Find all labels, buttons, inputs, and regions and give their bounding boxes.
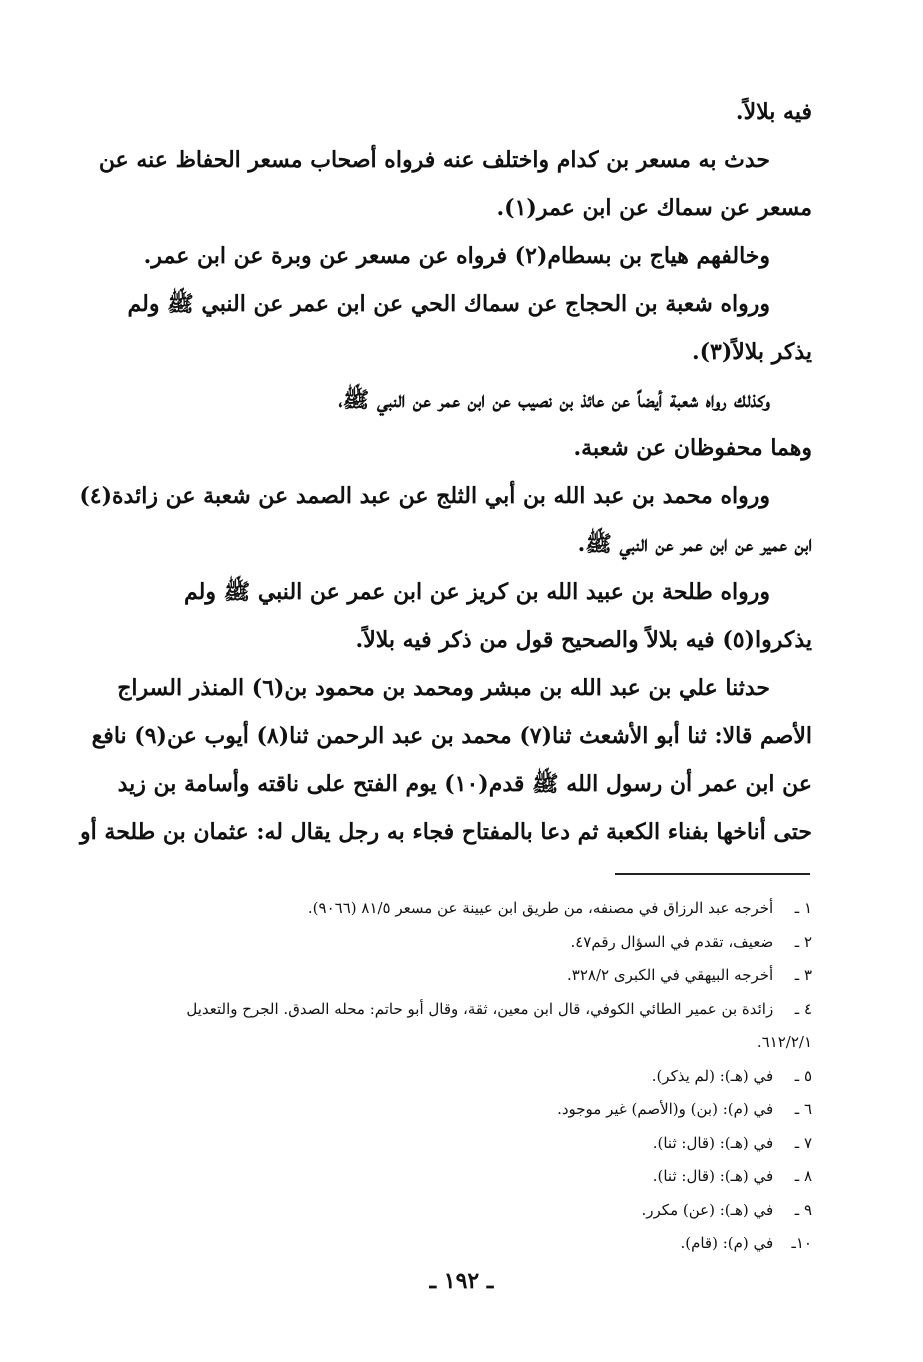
footnote-item bbox=[98, 959, 812, 993]
footnote-number: ٦ ـ bbox=[794, 1100, 812, 1118]
footnote-item bbox=[98, 1160, 812, 1194]
text-line: حتى أناخها بفناء الكعبة ثم دعا بالمفتاح فجاء به رجل يقال له: عثمان بن طلحة أو bbox=[80, 819, 812, 845]
footnote-number: ٣ ـ bbox=[794, 966, 812, 984]
text-line: عن ابن عمر أن رسول الله ﷺ قدم(١٠) يوم الفتح على ناقته وأسامة بن زيد bbox=[117, 771, 812, 797]
text-line: فيه بلالاً. bbox=[735, 99, 812, 125]
footnote-text: في (هـ): (قال: ثنا). bbox=[652, 1133, 774, 1152]
page-number: ـ ١٩٢ ـ bbox=[429, 1268, 494, 1294]
footnote-item bbox=[98, 926, 812, 960]
footnote-number: ١ ـ bbox=[794, 899, 812, 917]
footnote-number: ٨ ـ bbox=[794, 1167, 812, 1185]
text-line: ابن عمير عن ابن عمر عن النبي ﷺ. bbox=[577, 531, 812, 557]
footnote-number: ٧ ـ bbox=[794, 1133, 812, 1152]
footnote-text: في (هـ): (عن) مكرر. bbox=[641, 1200, 774, 1219]
text-line: مسعر عن سماك عن ابن عمر(١). bbox=[496, 195, 812, 221]
text-line: وكذلك رواه شعبة أيضاً عن عائذ بن نصيب عن ابن عمر عن النبي ﷺ، bbox=[338, 387, 770, 413]
footnote-separator bbox=[615, 873, 810, 875]
footnote-text: أخرجه عبد الرزاق في مصنفه، من طريق ابن عيينة عن مسعر ٨١/٥ (٩٠٦٦). bbox=[307, 899, 774, 917]
text-line: الأصم قالا: ثنا أبو الأشعث ثنا(٧) محمد بن عبد الرحمن ثنا(٨) أيوب عن(٩) نافع bbox=[91, 723, 812, 749]
text-line: وهما محفوظان عن شعبة. bbox=[573, 435, 812, 461]
footnote-number: ٤ ـ bbox=[794, 999, 812, 1018]
footnote-text: في (م): (قام). bbox=[680, 1234, 774, 1252]
footnote-number: ٥ ـ bbox=[794, 1066, 812, 1085]
text-line: وخالفهم هياج بن بسطام(٢) فرواه عن مسعر عن وبرة عن ابن عمر. bbox=[143, 243, 770, 269]
text-line: ورواه محمد بن عبد الله بن أبي الثلج عن عبد الصمد عن شعبة عن زائدة(٤) bbox=[79, 483, 770, 509]
footnote-number: ١٠ـ bbox=[791, 1234, 812, 1252]
footnote-number: ٢ ـ bbox=[794, 932, 812, 951]
footnote-text: ضعيف، تقدم في السؤال رقم٤٧. bbox=[570, 932, 774, 951]
footnote-item bbox=[98, 1093, 812, 1127]
text-line: يذكروا(٥) فيه بلالاً والصحيح قول من ذكر فيه بلالاً. bbox=[355, 627, 812, 653]
footnote-item bbox=[98, 993, 812, 1027]
text-line: حدثنا علي بن عبد الله بن مبشر ومحمد بن محمود بن(٦) المنذر السراج bbox=[117, 675, 770, 701]
footnote-text: في (هـ): (لم يذكر). bbox=[651, 1066, 774, 1085]
footnote-text: أخرجه البيهقي في الكبرى ٣٢٨/٢. bbox=[567, 966, 774, 984]
footnote-text: زائدة بن عمير الطائي الكوفي، قال ابن معين، ثقة، وقال أبو حاتم: محله الصدق. الجرح والتعديل bbox=[186, 999, 774, 1018]
footnote-item bbox=[98, 1227, 812, 1261]
text-line: ورواه شعبة بن الحجاج عن سماك الحي عن ابن عمر عن النبي ﷺ ولم bbox=[127, 291, 770, 317]
main-text-body bbox=[79, 88, 812, 856]
text-line: ورواه طلحة بن عبيد الله بن كريز عن ابن عمر عن النبي ﷺ ولم bbox=[183, 579, 770, 605]
footnote-text: في (م): (بن) و(الأصم) غير موجود. bbox=[557, 1100, 774, 1118]
text-line: حدث به مسعر بن كدام واختلف عنه فرواه أصحاب مسعر الحفاظ عنه عن bbox=[98, 147, 770, 173]
footnote-item bbox=[98, 1194, 812, 1228]
footnote-text: في (هـ): (قال: ثنا). bbox=[652, 1167, 774, 1185]
footnote-item bbox=[98, 1060, 812, 1094]
footnotes-section bbox=[98, 892, 812, 1261]
footnote-item bbox=[98, 1127, 812, 1161]
footnote-continuation bbox=[98, 1026, 812, 1060]
footnote-number: ٩ ـ bbox=[794, 1200, 812, 1219]
footnote-text: ٦١٢/٢/١. bbox=[756, 1033, 812, 1051]
footnote-item bbox=[98, 892, 812, 926]
text-line: يذكر بلالاً(٣). bbox=[691, 339, 812, 365]
